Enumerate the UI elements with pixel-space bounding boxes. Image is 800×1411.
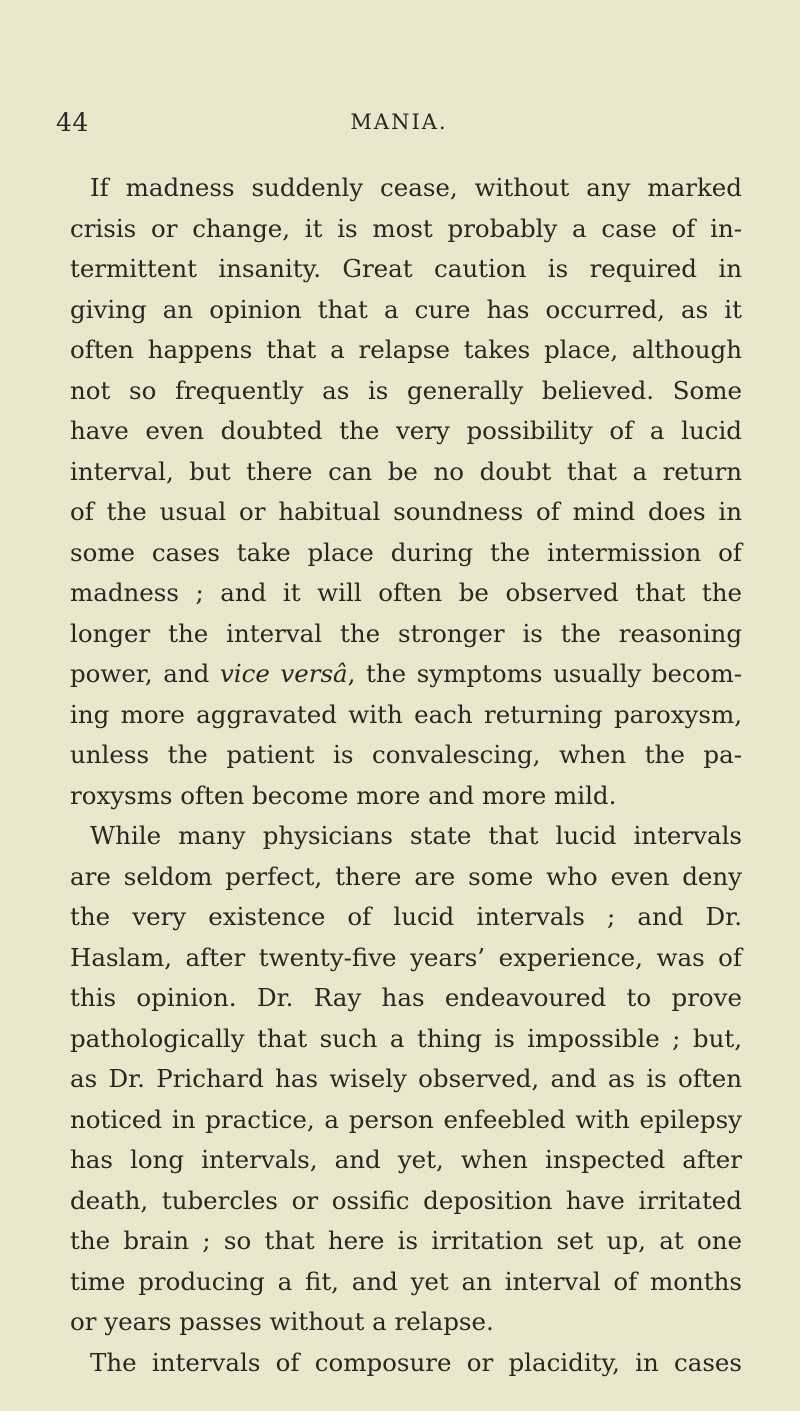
text-line: has long intervals, and yet, when inspected after	[70, 1145, 742, 1174]
text-line: this opinion. Dr. Ray has endeavoured to prove	[70, 983, 742, 1012]
text-line	[70, 654, 742, 695]
text-line: madness ; and it will often be observed that the	[70, 578, 742, 607]
text-line: the brain ; so that here is irritation set up, at one	[70, 1226, 742, 1255]
running-head	[56, 108, 742, 148]
text-line: crisis or change, it is most probably a case of in-	[70, 213, 742, 243]
text-line: giving an opinion that a cure has occurred, as it	[70, 294, 742, 324]
text-line: The intervals of composure or placidity, in cases	[90, 1347, 742, 1377]
text-segment: power, and	[70, 659, 210, 688]
text-line: pathologically that such a thing is impossible ; but,	[70, 1023, 742, 1053]
text-line: ing more aggravated with each returning paroxysm,	[70, 699, 742, 729]
text-line: termittent insanity. Great caution is required in	[70, 254, 742, 283]
text-segment: , the symptoms usually becom-	[347, 659, 742, 688]
body-text	[70, 168, 742, 1383]
text-line: are seldom perfect, there are some who even deny	[70, 861, 742, 891]
text-line: death, tubercles or ossific deposition have irritated	[70, 1185, 742, 1215]
text-line: While many physicians state that lucid intervals	[90, 821, 742, 850]
italic-phrase: vice versâ	[219, 659, 348, 688]
running-title: MANIA.	[350, 110, 448, 134]
text-line: or years passes without a relapse.	[70, 1307, 494, 1336]
text-line: some cases take place during the intermission of	[70, 537, 742, 567]
text-line: interval, but there can be no doubt that a return	[70, 456, 742, 486]
text-line: roxysms often become more and more mild.	[70, 780, 617, 810]
text-line: unless the patient is convalescing, when the pa-	[70, 740, 742, 769]
text-line: noticed in practice, a person enfeebled with epilepsy	[70, 1104, 742, 1134]
text-line: the very existence of lucid intervals ; and Dr.	[70, 902, 742, 931]
text-line: If madness suddenly cease, without any marked	[90, 173, 742, 202]
text-line: time producing a fit, and yet an interval of months	[70, 1266, 742, 1296]
text-line: Haslam, after twenty-five years’ experience, was of	[70, 942, 742, 972]
text-line: not so frequently as is generally believed. Some	[70, 375, 742, 405]
text-line: often happens that a relapse takes place, although	[70, 335, 742, 364]
page-number: 44	[56, 108, 89, 137]
text-line: longer the interval the stronger is the reasoning	[70, 618, 742, 648]
text-line: as Dr. Prichard has wisely observed, and as is often	[70, 1064, 742, 1093]
text-line: have even doubted the very possibility of a lucid	[70, 416, 742, 445]
text-line: of the usual or habitual soundness of mind does in	[70, 497, 742, 526]
